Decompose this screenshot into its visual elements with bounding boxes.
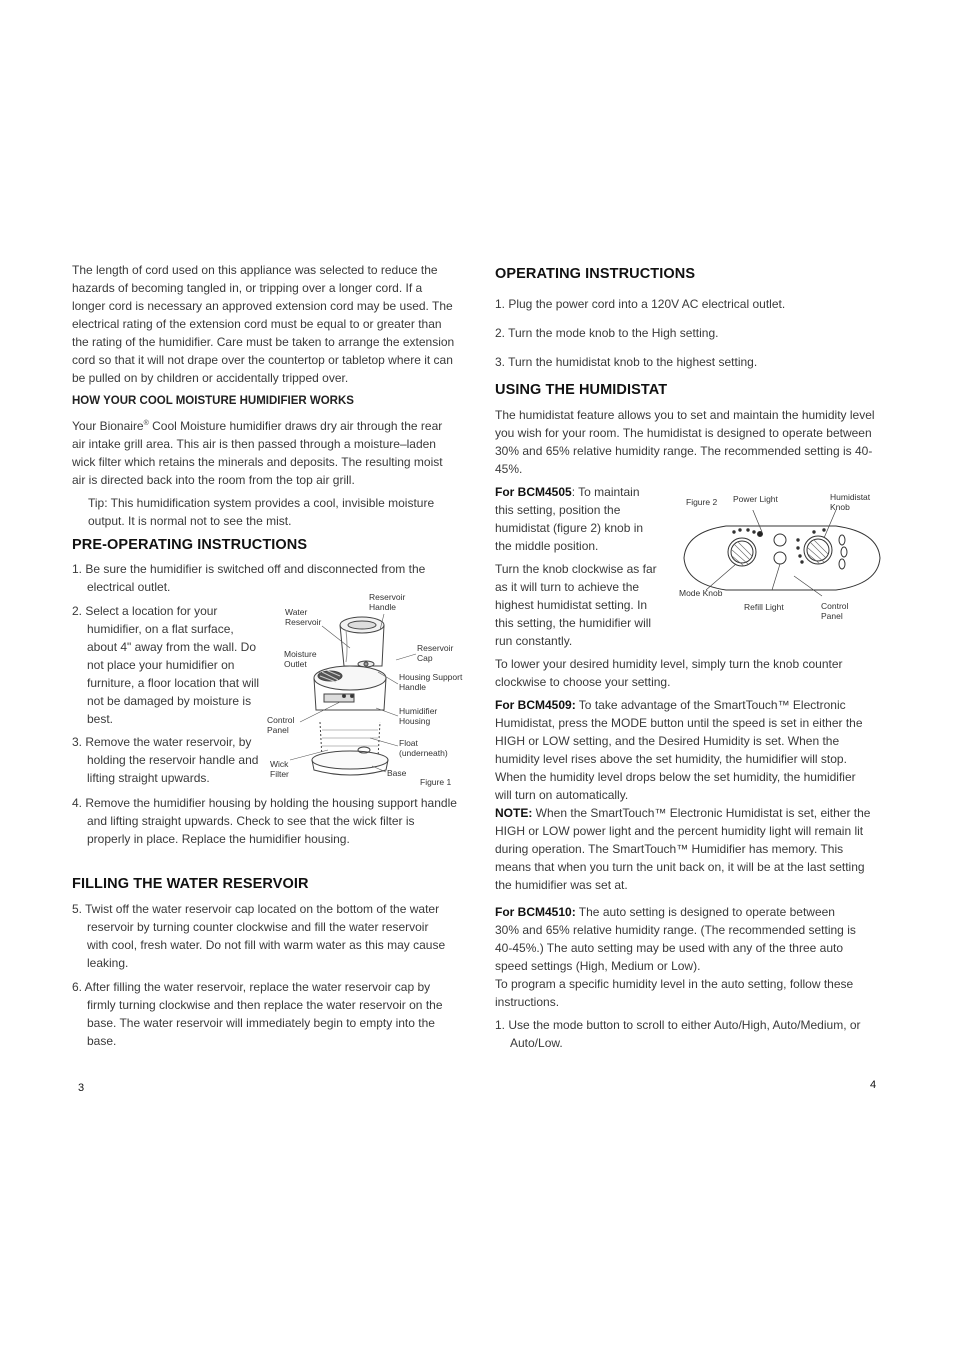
- turn-knob-paragraph: Turn the knob clockwise as far as it will turn to achieve the highest humidistat setting. In this setting, the humidifier will run constantly.: [495, 562, 657, 648]
- filling-step-6: 6. After filling the water reservoir, replace the water reservoir cap by firmly turning clockwise and then replace the water reservoir on the base. The water reservoir will immediately begin to empty into the base.: [72, 980, 443, 1048]
- label-power-light: Power Light: [733, 494, 778, 504]
- how-it-works-paragraph: Your Bionaire® Cool Moisture humidifier draws dry air through the rear air intake grill area. This air is then passed through a moisture–laden wick filter which retains the minerals and deposits. The resulting moist air is directed back into the room from the top air grill.: [72, 419, 443, 487]
- label-refill-light: Refill Light: [744, 602, 784, 612]
- figure-1-caption: Figure 1: [420, 777, 452, 787]
- lower-humidity-paragraph: To lower your desired humidity level, simply turn the knob counter clockwise to choose your setting.: [495, 657, 843, 689]
- label-wick-filter: Wick Filter: [270, 759, 289, 779]
- page-number-left: 3: [78, 1082, 85, 1094]
- label-reservoir-cap: Reservoir Cap: [417, 643, 454, 663]
- page-number-right: 4: [870, 1079, 877, 1091]
- pre-operating-step-3: 3. Remove the water reservoir, by holding the reservoir handle and lifting straight upwards.: [72, 735, 259, 785]
- auto-step-1: 1. Use the mode button to scroll to either Auto/High, Auto/Medium, or Auto/Low.: [495, 1018, 861, 1050]
- pre-operating-heading: PRE-OPERATING INSTRUCTIONS: [72, 537, 308, 553]
- program-paragraph: To program a specific humidity level in the auto setting, follow these instructions.: [495, 977, 854, 1009]
- label-housing-support-handle: Housing Support Handle: [399, 672, 463, 692]
- operating-step-1: 1. Plug the power cord into a 120V AC electrical outlet.: [495, 297, 786, 311]
- bcm4510-paragraph: For BCM4510: The auto setting is designed to operate between 30% and 65% relative humidity range. (The recommended setting is 40-45%.) The auto setting may be used with any of the three auto speed settings (High, Medium or Low).: [495, 905, 856, 973]
- label-control-panel: Control Panel: [267, 715, 295, 735]
- operating-step-3: 3. Turn the humidistat knob to the highest setting.: [495, 355, 758, 369]
- filling-step-5: 5. Twist off the water reservoir cap located on the bottom of the water reservoir by turning counter clockwise and fill the water reservoir with cool, fresh water. Do not fill with warm water as this may cause leaking.: [72, 902, 446, 970]
- filling-heading: FILLING THE WATER RESERVOIR: [72, 876, 309, 892]
- how-it-works-heading: HOW YOUR COOL MOISTURE HUMIDIFIER WORKS: [72, 395, 354, 407]
- cord-paragraph: The length of cord used on this appliance was selected to reduce the hazards of becoming tangled in, or tripping over a longer cord. If a longer cord is necessary an approved extension cord may be used. The electrical rating of the extension cord must be equal to or greater than the rating of the humidifier. Care must be taken to arrange the extension cord so that it will not drape over the countertop or tabletop where it can be pulled on by children or accidentally tripped over.: [72, 263, 455, 385]
- pre-operating-step-1: 1. Be sure the humidifier is switched off and disconnected from the electrical outlet.: [72, 562, 426, 594]
- label-mode-knob: Mode Knob: [679, 588, 723, 598]
- bcm4505-paragraph: For BCM4505: To maintain this setting, position the humidistat (figure 2) knob in the middle position.: [495, 485, 644, 553]
- label-humidistat-knob: Humidistat Knob: [830, 492, 871, 512]
- bcm4509-paragraph: For BCM4509: To take advantage of the SmartTouch™ Electronic Humidistat, press the MODE button until the speed is set in either the HIGH or LOW setting, and the Desired Humidity is set. When the humidity level rises above the set humidity, the humidifier will stop. When the humidity level drops below the set humidity, the humidifier will turn on automatically.: [495, 698, 863, 802]
- pre-operating-step-4: 4. Remove the humidifier housing by holding the housing support handle and lifting straight upwards. Check to see that the wick filter is properly in place. Replace the humidifier housing.: [72, 796, 457, 846]
- label-humidifier-housing: Humidifier Housing: [399, 706, 438, 726]
- label-float: Float (underneath): [399, 738, 448, 758]
- label-reservoir-handle: Reservoir Handle: [369, 592, 406, 612]
- humidistat-heading: USING THE HUMIDISTAT: [495, 382, 668, 398]
- operating-heading: OPERATING INSTRUCTIONS: [495, 266, 696, 282]
- figure-2-caption: Figure 2: [686, 497, 718, 507]
- label-moisture-outlet: Moisture Outlet: [284, 649, 317, 669]
- label-water-reservoir: Water Reservoir: [285, 607, 322, 627]
- pre-operating-step-2: 2. Select a location for your humidifier, on a flat surface, about 4" away from the wall. Do not place your humidifier on furniture, a floor location that will not be damaged by moisture is best.: [72, 604, 260, 726]
- humidistat-paragraph: The humidistat feature allows you to set and maintain the humidity level you wish for your room. The humidistat is designed to operate between 30% and 65% relative humidity range. The recommended setting is 40-45%.: [495, 408, 875, 476]
- note-paragraph: NOTE: When the SmartTouch™ Electronic Humidistat is set, either the HIGH or LOW power light and the percent humidity light will remain lit during operation. The SmartTouch™ Humidifier has memory. This means that when you turn the unit back on, it will be at the last setting the humidifier was set at.: [495, 806, 871, 892]
- label-control-panel-2: Control Panel: [821, 601, 849, 621]
- operating-step-2: 2. Turn the mode knob to the High setting.: [495, 326, 719, 340]
- tip-paragraph: Tip: This humidification system provides a cool, invisible moisture output. It is normal not to see the mist.: [88, 496, 435, 528]
- label-base: Base: [387, 768, 407, 778]
